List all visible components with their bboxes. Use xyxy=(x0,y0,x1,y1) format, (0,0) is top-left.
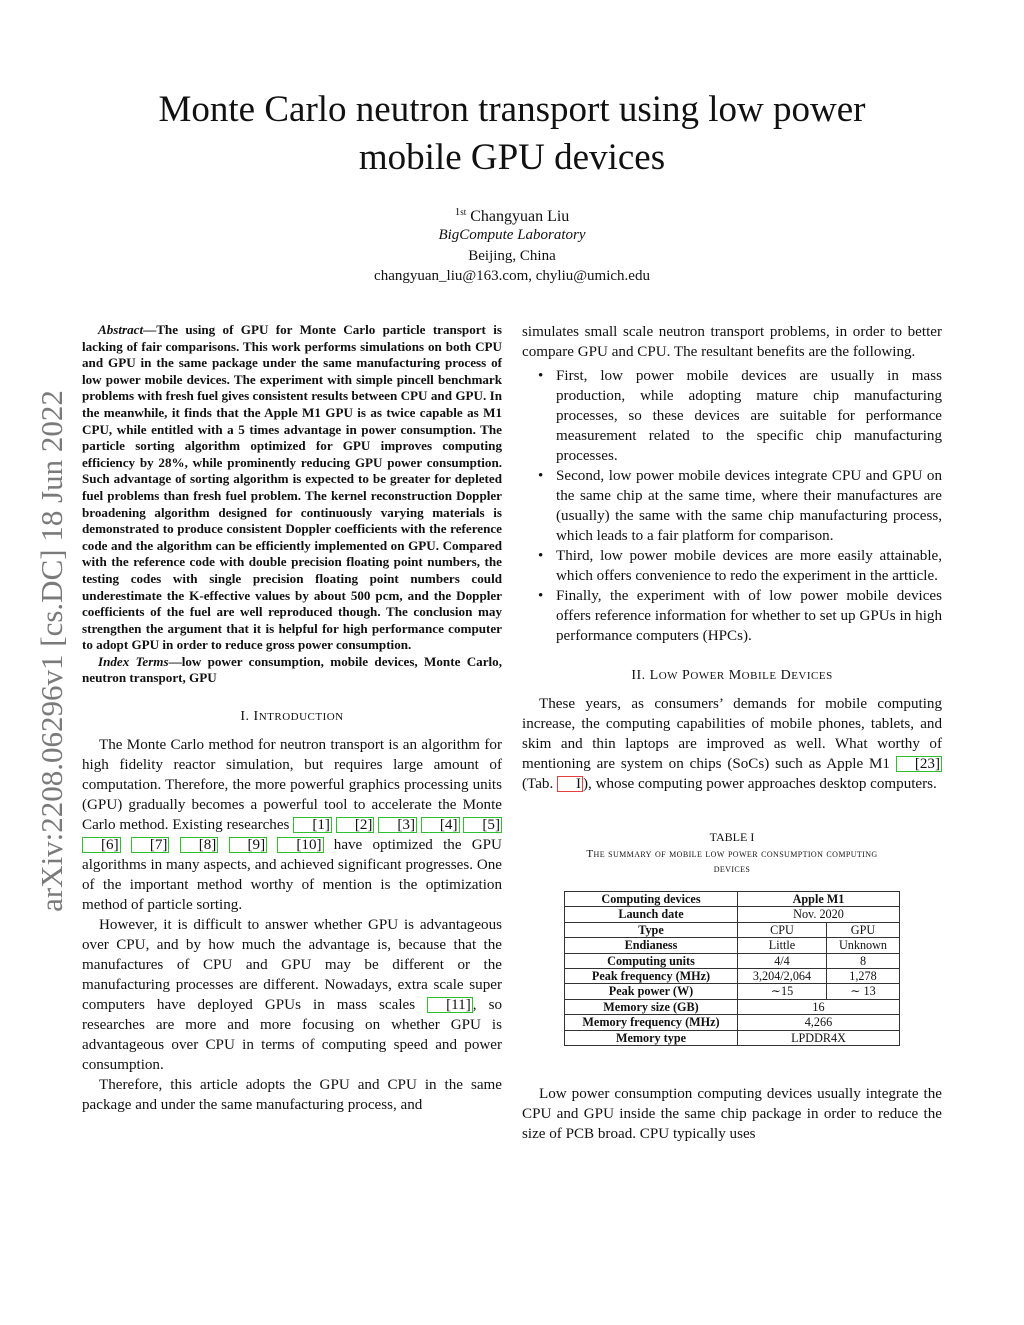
table-row xyxy=(565,953,900,968)
citation-9[interactable]: [9] xyxy=(229,837,268,853)
bullet-icon: • xyxy=(538,548,544,564)
row-value: 16 xyxy=(738,999,900,1014)
section-heading-low-power: II. LOW POWER MOBILE DEVICES xyxy=(631,668,833,683)
gpu-value: ∼ 13 xyxy=(827,984,900,999)
index-terms-label: Index Terms xyxy=(98,653,169,669)
author-name-text: Changyuan Liu xyxy=(470,208,570,225)
intro-p1-text-a: The Monte Carlo method for neutron transport is an algorithm for high fidelity reactor simulation, but requires large amount of computation. Therefore, the more powerful graphics processing units (GPU) gradually becomes a powerful tool to accelerate the Monte Carlo method. Existing researches xyxy=(82,737,502,834)
row-label: Memory type xyxy=(565,1030,738,1045)
gpu-value: 8 xyxy=(827,953,900,968)
citation-11[interactable]: [11] xyxy=(427,997,473,1013)
citation-10[interactable]: [10] xyxy=(277,837,323,853)
left-column xyxy=(82,322,502,1115)
sec2-paragraph-1 xyxy=(522,694,942,794)
abstract-text: —The using of GPU for Monte Carlo particle transport is lacking of fair comparisons. This work performs simulations on both CPU and GPU in the same package under the same manufacturing process of low power mobile devices. The experiment with simple pincell benchmark problems with fresh fuel gives consistent results between CPU and GPU. In the meanwhile, it finds that the Apple M1 GPU is as twice capable as M1 CPU, while entitled with a 5 times advantage in power consumption. The particle sorting algorithm optimized for GPU improves computing efficiency by 28%, while prominently reducing GPU power consumption. Such advantage of sorting algorithm is expected to be greater for depleted fuel problems than fresh fuel problem. The kernel reconstruction Doppler broadening algorithm designed for continuously varying materials is demonstrated to produce consistent Doppler coefficients with the reference code and the algorithm can be efficiently implemented on GPU. Compared with the reference code with double precision floating point numbers, the testing codes with single precision floating point numbers could underestimate the K-effective values by about 500 pcm, and the Doppler coefficients of the fuel are well reproduced though. The conclusion may strengthen the argument that it is helpful for high performance computer to adopt GPU in order to reduce gross power consumption. xyxy=(82,322,502,653)
abstract-label: Abstract xyxy=(98,322,144,337)
sec2-p1-text-b: (Tab. xyxy=(522,776,554,792)
bullet-icon: • xyxy=(538,468,544,484)
row-label: Type xyxy=(565,922,738,937)
title-line-1: Monte Carlo neutron transport using low power xyxy=(158,89,866,130)
list-item xyxy=(522,586,942,646)
gpu-value: 1,278 xyxy=(827,969,900,984)
intro-paragraph-1 xyxy=(82,735,502,915)
table-row xyxy=(565,984,900,999)
author-name xyxy=(262,202,762,227)
benefits-list xyxy=(522,366,942,646)
row-label: Computing units xyxy=(565,953,738,968)
table-row xyxy=(565,938,900,953)
right-column xyxy=(522,322,942,1144)
cpu-value: ∼15 xyxy=(738,984,827,999)
cpu-value: 4/4 xyxy=(738,953,827,968)
arxiv-stamp: arXiv:2208.06296v1 [cs.DC] 18 Jun 2022 xyxy=(34,390,69,912)
intro-p2-text-a: However, it is difficult to answer whether GPU is advantageous over CPU, and by how much the advantage is, because that the manufactures of CPU and GPU may be different or the manufacturing processes are different. Nowadays, extra scale super computers have deployed GPUs in mass scales xyxy=(82,917,502,1014)
bullet-icon: • xyxy=(538,368,544,384)
table-label: TABLE I xyxy=(709,830,755,844)
row-value: LPDDR4X xyxy=(738,1030,900,1045)
list-item xyxy=(522,466,942,546)
sec2-p1-text-a: These years, as consumers’ demands for mobile computing increase, the computing capabilities of mobile phones, tablets, and skim and thin laptops are improved as well. What worthy of mentioning are system on chips (SoCs) such as Apple M1 xyxy=(522,696,942,772)
list-item-text: First, low power mobile devices are usually in mass production, while adopting mature chip manufacturing processes, so these devices are suitable for performance measurement related to the specific chip manufacturing processes. xyxy=(556,368,942,464)
gpu-value: Unknown xyxy=(827,938,900,953)
row-label: Peak power (W) xyxy=(565,984,738,999)
row-value: Nov. 2020 xyxy=(738,907,900,922)
row-label: Endianess xyxy=(565,938,738,953)
table-row xyxy=(565,922,900,937)
table-caption-line-2: devices xyxy=(713,863,751,875)
table-row xyxy=(565,907,900,922)
table-row xyxy=(565,969,900,984)
spec-table xyxy=(564,891,900,1046)
intro-paragraph-3: Therefore, this article adopts the GPU and CPU in the same package and under the same manufacturing process, and xyxy=(82,1077,502,1114)
list-item xyxy=(522,366,942,466)
citation-3[interactable]: [3] xyxy=(378,817,417,833)
cpu-value: Little xyxy=(738,938,827,953)
index-terms-text: —low power consumption, mobile devices, Monte Carlo, neutron transport, GPU xyxy=(82,653,502,686)
list-item-text: Second, low power mobile devices integrate CPU and GPU on the same chip at the same time, where their manufactures are (usually) the same with the same chip manufacturing process, which leads to a fair platform for comparison. xyxy=(556,468,942,544)
cpu-value: CPU xyxy=(738,922,827,937)
table-header-right: Apple M1 xyxy=(738,892,900,907)
citation-7[interactable]: [7] xyxy=(131,837,170,853)
author-superscript: 1st xyxy=(454,206,467,218)
row-label: Memory frequency (MHz) xyxy=(565,1015,738,1030)
section-heading-introduction: I. INTRODUCTION xyxy=(240,709,344,725)
intro-p2-text-b: , so researches are more and more focusing on whether GPU is advantageous over CPU in terms of computing speed and power consumption. xyxy=(82,997,503,1074)
citation-1[interactable]: [1] xyxy=(293,817,332,833)
citation-4[interactable]: [4] xyxy=(421,817,460,833)
citation-8[interactable]: [8] xyxy=(180,837,219,853)
bullet-icon: • xyxy=(538,588,544,604)
table-caption-line-1: The summary of mobile low power consumption computing xyxy=(586,848,878,860)
table-header-left: Computing devices xyxy=(565,892,738,907)
table-caption xyxy=(522,847,942,877)
title-line-2: mobile GPU devices xyxy=(358,137,666,178)
intro-p1-text-b: have optimized the GPU algorithms in many aspects, and achieved significant progresses. One of the important method worthy of mention is the optimization method of particle sorting. xyxy=(82,837,502,914)
table-row xyxy=(565,999,900,1014)
citation-5[interactable]: [5] xyxy=(463,817,502,833)
table-ref-link[interactable]: I xyxy=(557,776,583,792)
list-item-text: Finally, the experiment with of low power mobile devices offers reference information for whether to set up GPUs in high performance computers (HPCs). xyxy=(556,588,942,644)
gpu-value: GPU xyxy=(827,922,900,937)
abstract xyxy=(82,322,502,654)
row-value: 4,266 xyxy=(738,1015,900,1030)
intro-paragraph-2 xyxy=(82,915,502,1075)
list-item-text: Third, low power mobile devices are more easily attainable, which offers convenience to redo the experiment in the artticle. xyxy=(556,548,942,584)
citation-6[interactable]: [6] xyxy=(82,837,121,853)
cpu-value: 3,204/2,064 xyxy=(738,969,827,984)
index-terms xyxy=(82,654,502,687)
author-affiliation: BigCompute Laboratory xyxy=(438,227,586,243)
citation-23[interactable]: [23] xyxy=(896,756,942,772)
right-intro-paragraph: simulates small scale neutron transport problems, in order to better compare GPU and CPU. The resultant benefits are the following. xyxy=(522,324,942,360)
list-item xyxy=(522,546,942,586)
row-label: Memory size (GB) xyxy=(565,999,738,1014)
table-row xyxy=(565,1015,900,1030)
paper-title xyxy=(60,86,964,182)
row-label: Launch date xyxy=(565,907,738,922)
citation-2[interactable]: [2] xyxy=(336,817,375,833)
table-row xyxy=(565,1030,900,1045)
row-label: Peak frequency (MHz) xyxy=(565,969,738,984)
author-location: Beijing, China xyxy=(468,248,556,264)
table-row xyxy=(565,892,900,907)
author-email: changyuan_liu@163.com, chyliu@umich.edu xyxy=(374,268,650,284)
sec2-p1-text-c: ), whose computing power approaches desktop computers. xyxy=(583,776,937,792)
sec2-paragraph-2: Low power consumption computing devices usually integrate the CPU and GPU inside the same chip package in order to reduce the size of PCB broad. CPU typically uses xyxy=(522,1086,942,1143)
